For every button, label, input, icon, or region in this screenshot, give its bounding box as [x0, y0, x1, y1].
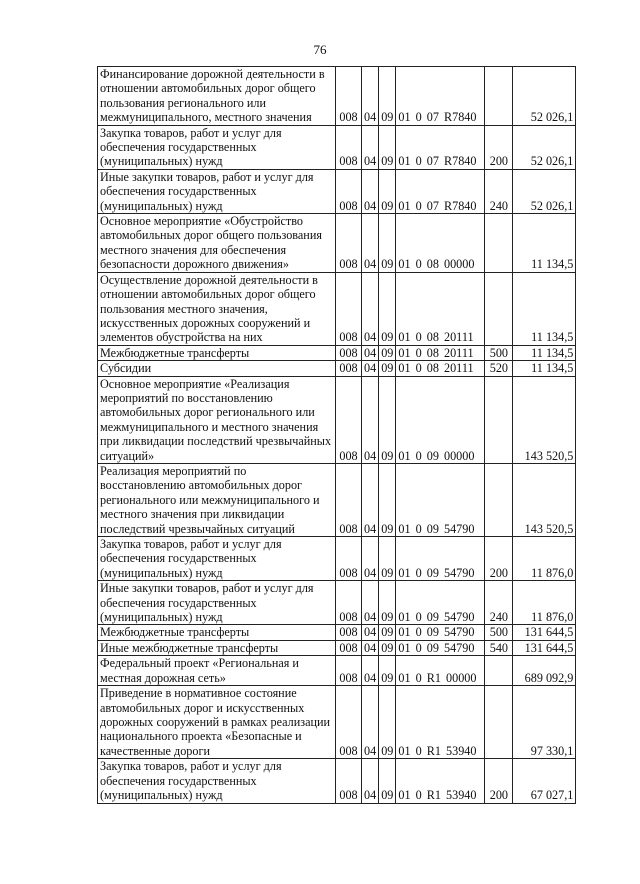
row-gr: 008 — [336, 625, 362, 640]
row-gr: 008 — [336, 759, 362, 803]
row-name: Закупка товаров, работ и услуг для обеспечения государственных (муниципальных) нужд — [98, 125, 336, 169]
row-name: Закупка товаров, работ и услуг для обеспечения государственных (муниципальных) нужд — [98, 759, 336, 803]
row-rz: 04 — [362, 169, 379, 213]
row-rz: 04 — [362, 581, 379, 625]
row-gr: 008 — [336, 67, 362, 126]
row-vr — [485, 686, 513, 759]
row-rz: 04 — [362, 759, 379, 803]
row-vr — [485, 272, 513, 345]
row-csr: 01 0 09 00000 — [396, 376, 485, 463]
row-name: Субсидии — [98, 361, 336, 376]
row-amount: 52 026,1 — [513, 67, 576, 126]
row-amount: 11 134,5 — [513, 361, 576, 376]
row-name: Основное мероприятие «Обустройство автомобильных дорог общего пользования местного значения для обеспечения безопасности дорожного движения» — [98, 214, 336, 273]
row-name: Осуществление дорожной деятельности в отношении автомобильных дорог общего пользования местного значения, искусственных дорожных сооружений и элементов обустройства на них — [98, 272, 336, 345]
row-rz: 04 — [362, 376, 379, 463]
table-row — [98, 361, 576, 376]
table-row — [98, 686, 576, 759]
row-rz: 04 — [362, 656, 379, 686]
row-name: Иные закупки товаров, работ и услуг для обеспечения государственных (муниципальных) нужд — [98, 169, 336, 213]
row-csr: 01 0 08 20111 — [396, 361, 485, 376]
row-pr: 09 — [379, 376, 396, 463]
row-csr: 01 0 09 54790 — [396, 463, 485, 536]
row-csr: 01 0 09 54790 — [396, 625, 485, 640]
table-row — [98, 376, 576, 463]
row-name: Закупка товаров, работ и услуг для обеспечения государственных (муниципальных) нужд — [98, 537, 336, 581]
row-rz: 04 — [362, 625, 379, 640]
row-name: Приведение в нормативное состояние автомобильных дорог и искусственных дорожных сооружений в рамках реализации национального проекта «Безопасные и качественные дороги — [98, 686, 336, 759]
row-rz: 04 — [362, 361, 379, 376]
row-amount: 52 026,1 — [513, 169, 576, 213]
row-vr — [485, 67, 513, 126]
row-gr: 008 — [336, 376, 362, 463]
row-gr: 008 — [336, 361, 362, 376]
row-csr: 01 0 09 54790 — [396, 581, 485, 625]
row-csr: 01 0 07 R7840 — [396, 125, 485, 169]
row-vr: 500 — [485, 625, 513, 640]
row-amount: 11 876,0 — [513, 581, 576, 625]
row-pr: 09 — [379, 361, 396, 376]
row-rz: 04 — [362, 463, 379, 536]
row-gr: 008 — [336, 537, 362, 581]
row-csr: 01 0 09 54790 — [396, 537, 485, 581]
row-pr: 09 — [379, 581, 396, 625]
row-gr: 008 — [336, 656, 362, 686]
row-csr: 01 0 09 54790 — [396, 640, 485, 655]
row-pr: 09 — [379, 214, 396, 273]
row-gr: 008 — [336, 125, 362, 169]
row-csr: 01 0 07 R7840 — [396, 169, 485, 213]
row-amount: 11 134,5 — [513, 214, 576, 273]
row-amount: 689 092,9 — [513, 656, 576, 686]
table-row — [98, 125, 576, 169]
row-csr: 01 0 R1 53940 — [396, 686, 485, 759]
row-name: Межбюджетные трансферты — [98, 345, 336, 360]
row-vr: 520 — [485, 361, 513, 376]
row-pr: 09 — [379, 686, 396, 759]
row-amount: 52 026,1 — [513, 125, 576, 169]
table-row — [98, 537, 576, 581]
row-pr: 09 — [379, 759, 396, 803]
row-rz: 04 — [362, 214, 379, 273]
table-row — [98, 759, 576, 803]
row-amount: 11 876,0 — [513, 537, 576, 581]
row-rz: 04 — [362, 686, 379, 759]
row-csr: 01 0 07 R7840 — [396, 67, 485, 126]
row-vr: 240 — [485, 581, 513, 625]
row-amount: 131 644,5 — [513, 625, 576, 640]
row-pr: 09 — [379, 656, 396, 686]
row-vr: 500 — [485, 345, 513, 360]
row-name: Финансирование дорожной деятельности в отношении автомобильных дорог общего пользования регионального или межмуниципального, местного значения — [98, 67, 336, 126]
table-row — [98, 625, 576, 640]
row-pr: 09 — [379, 625, 396, 640]
row-pr: 09 — [379, 272, 396, 345]
row-rz: 04 — [362, 640, 379, 655]
row-csr: 01 0 R1 53940 — [396, 759, 485, 803]
table-row — [98, 169, 576, 213]
row-rz: 04 — [362, 537, 379, 581]
table-row — [98, 272, 576, 345]
row-vr: 540 — [485, 640, 513, 655]
row-vr: 200 — [485, 537, 513, 581]
row-vr — [485, 214, 513, 273]
row-gr: 008 — [336, 272, 362, 345]
row-vr — [485, 376, 513, 463]
row-name: Иные закупки товаров, работ и услуг для обеспечения государственных (муниципальных) нужд — [98, 581, 336, 625]
row-name: Основное мероприятие «Реализация мероприятий по восстановлению автомобильных дорог регионального или межмуниципального и местного значения при ликвидации последствий чрезвычайных ситуаций» — [98, 376, 336, 463]
row-amount: 11 134,5 — [513, 345, 576, 360]
table-row — [98, 214, 576, 273]
row-csr: 01 0 R1 00000 — [396, 656, 485, 686]
row-name: Реализация мероприятий по восстановлению автомобильных дорог регионального или межмуниципального и местного значения при ликвидации последствий чрезвычайных ситуаций — [98, 463, 336, 536]
row-pr: 09 — [379, 537, 396, 581]
row-gr: 008 — [336, 640, 362, 655]
row-csr: 01 0 08 00000 — [396, 214, 485, 273]
row-vr: 240 — [485, 169, 513, 213]
row-pr: 09 — [379, 345, 396, 360]
row-pr: 09 — [379, 67, 396, 126]
row-gr: 008 — [336, 581, 362, 625]
row-rz: 04 — [362, 125, 379, 169]
row-pr: 09 — [379, 463, 396, 536]
row-amount: 143 520,5 — [513, 376, 576, 463]
table-row — [98, 656, 576, 686]
row-gr: 008 — [336, 463, 362, 536]
row-gr: 008 — [336, 214, 362, 273]
row-vr — [485, 463, 513, 536]
page-number: 76 — [313, 42, 327, 57]
row-pr: 09 — [379, 640, 396, 655]
table-row — [98, 581, 576, 625]
table-row — [98, 463, 576, 536]
row-rz: 04 — [362, 272, 379, 345]
row-amount: 11 134,5 — [513, 272, 576, 345]
row-pr: 09 — [379, 125, 396, 169]
budget-table — [97, 66, 576, 804]
table-row — [98, 345, 576, 360]
row-vr — [485, 656, 513, 686]
row-pr: 09 — [379, 169, 396, 213]
row-vr: 200 — [485, 125, 513, 169]
table-row — [98, 640, 576, 655]
row-amount: 131 644,5 — [513, 640, 576, 655]
row-amount: 143 520,5 — [513, 463, 576, 536]
row-csr: 01 0 08 20111 — [396, 345, 485, 360]
row-amount: 97 330,1 — [513, 686, 576, 759]
row-vr: 200 — [485, 759, 513, 803]
row-gr: 008 — [336, 686, 362, 759]
row-gr: 008 — [336, 345, 362, 360]
row-name: Федеральный проект «Региональная и местная дорожная сеть» — [98, 656, 336, 686]
row-gr: 008 — [336, 169, 362, 213]
row-csr: 01 0 08 20111 — [396, 272, 485, 345]
row-amount: 67 027,1 — [513, 759, 576, 803]
row-rz: 04 — [362, 67, 379, 126]
row-name: Межбюджетные трансферты — [98, 625, 336, 640]
table-row — [98, 67, 576, 126]
row-rz: 04 — [362, 345, 379, 360]
row-name: Иные межбюджетные трансферты — [98, 640, 336, 655]
